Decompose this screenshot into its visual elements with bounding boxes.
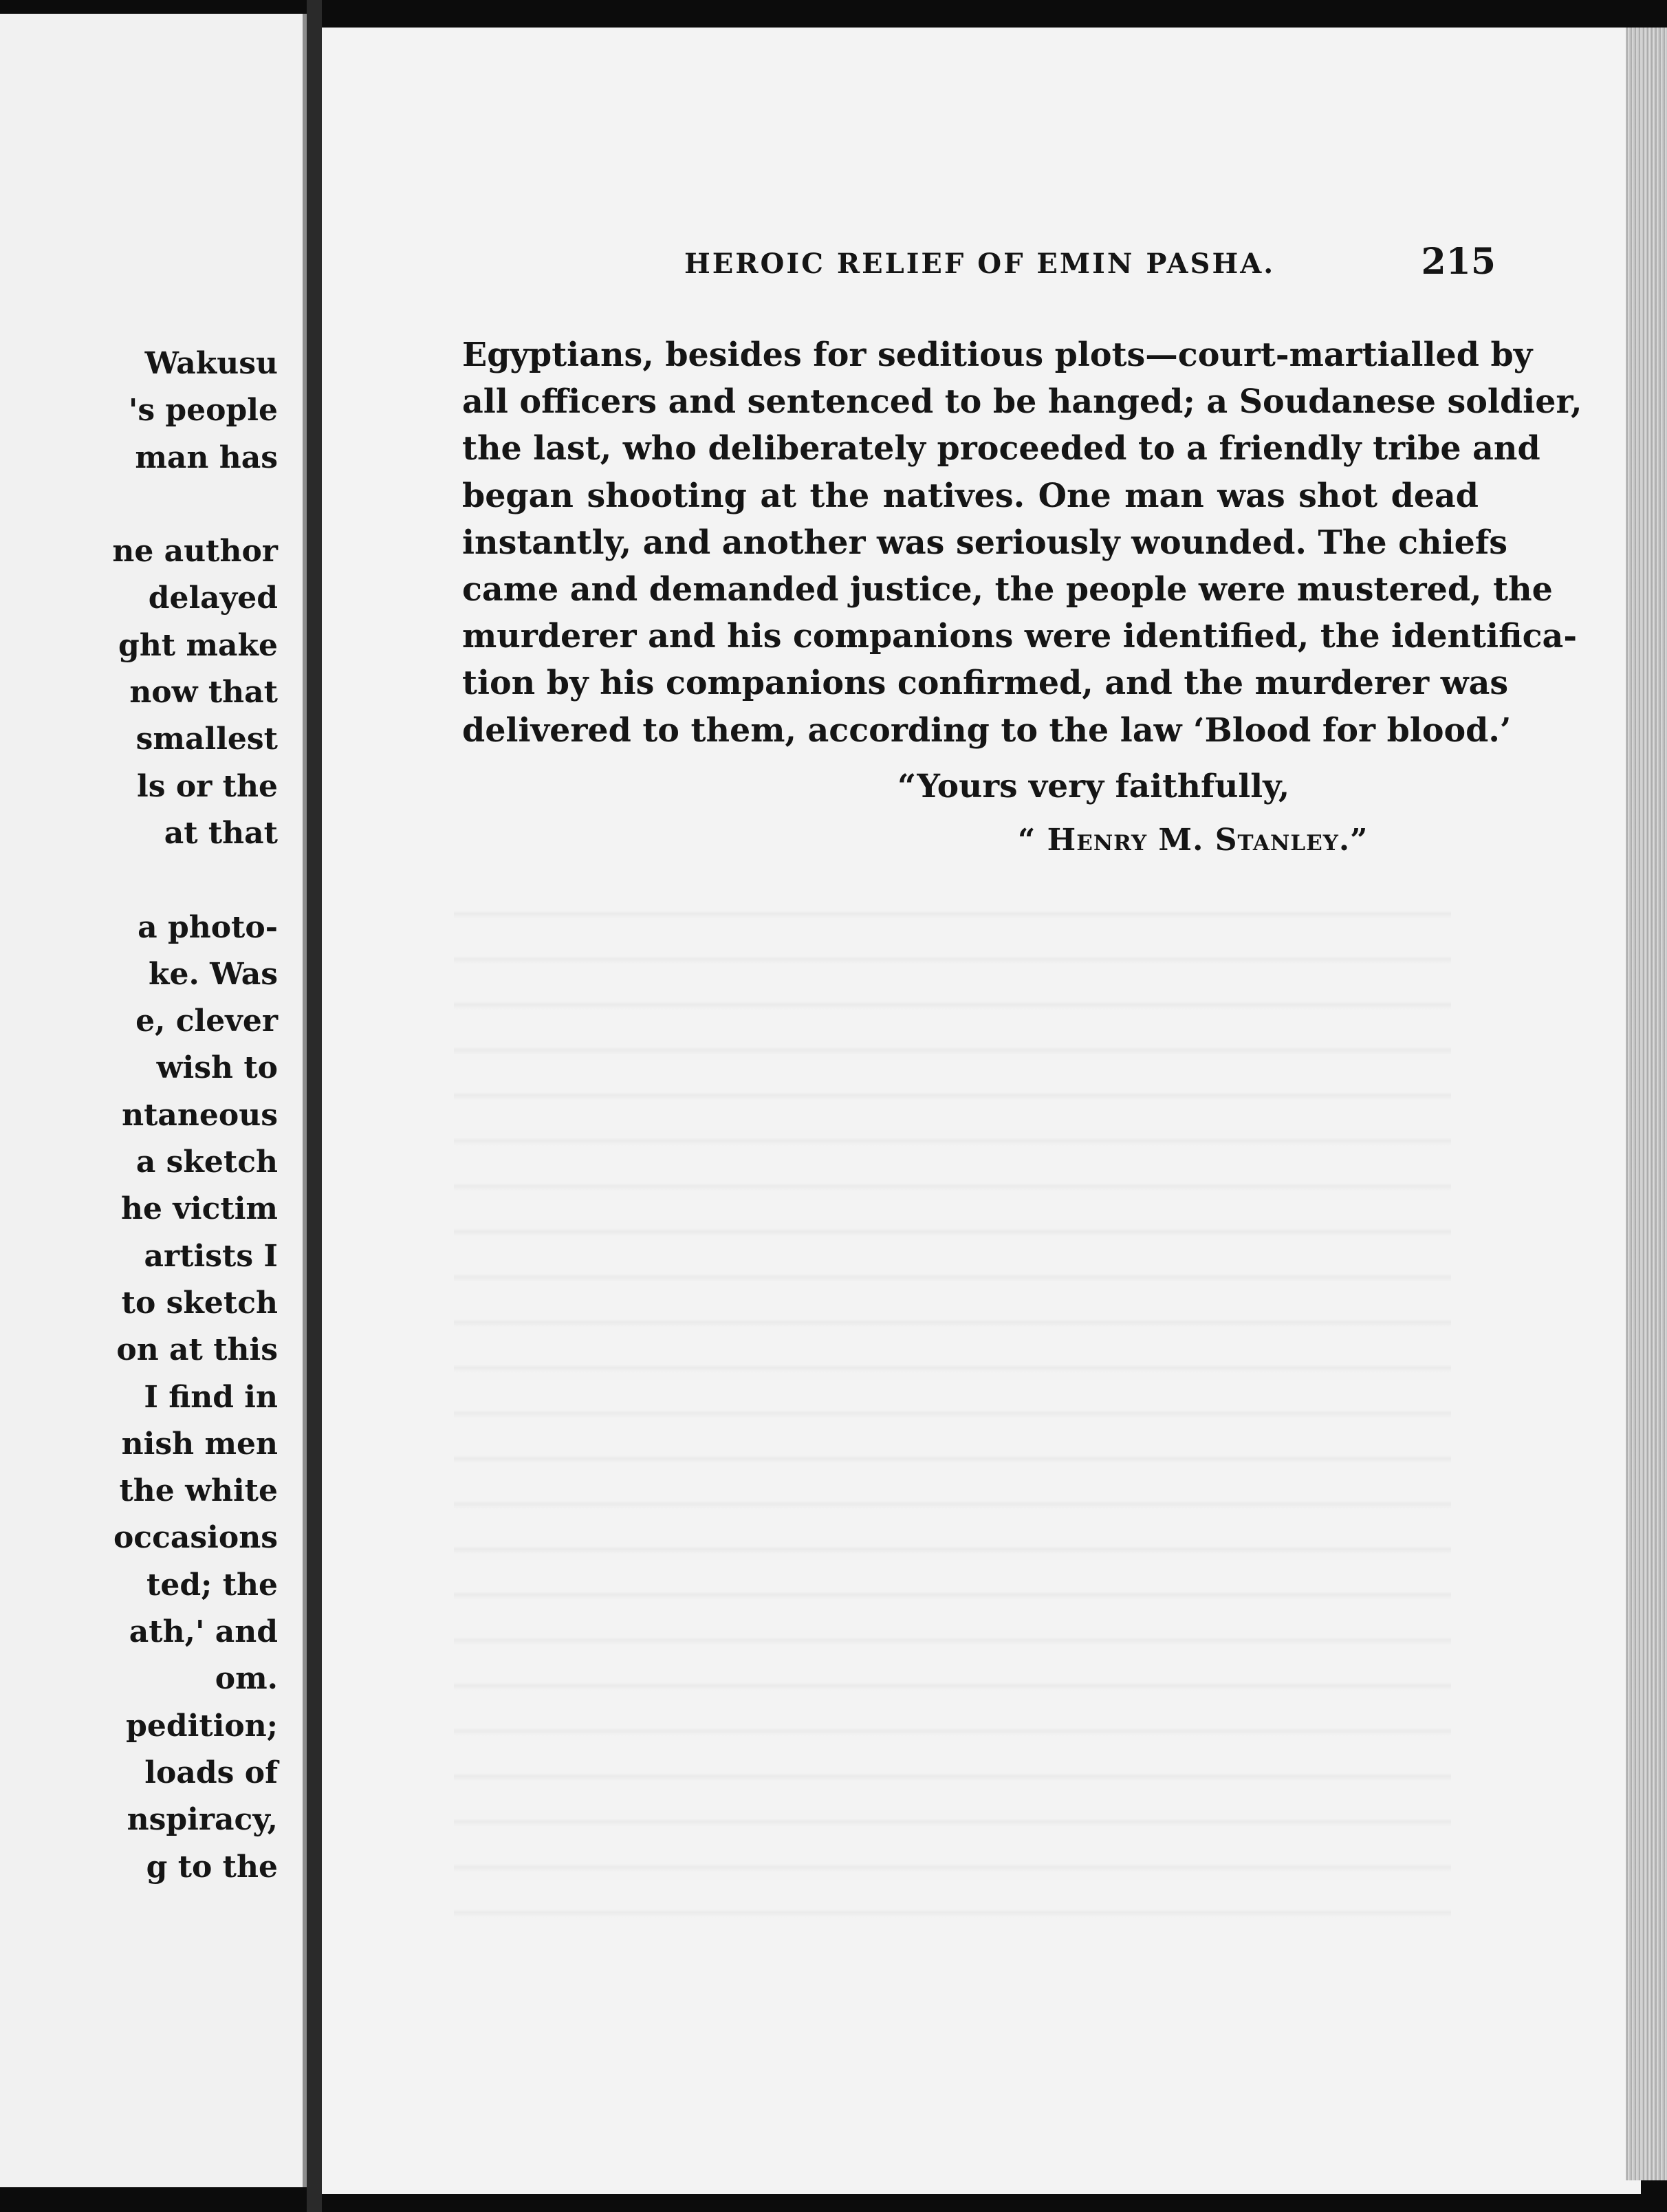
left-page-text <box>112 340 278 1891</box>
left-page-line: occasions <box>113 1520 278 1556</box>
left-page-line: ted; the <box>146 1567 278 1603</box>
left-page-line: a photo- <box>138 909 278 945</box>
left-page-line: man has <box>135 440 278 475</box>
body-line: came and demanded justice, the people were mustered, the <box>462 570 1553 609</box>
left-page-line: nspiracy, <box>127 1802 278 1838</box>
left-page-line: now that <box>129 675 278 711</box>
left-page-line: at that <box>164 815 278 851</box>
left-page-line: I find in <box>144 1379 278 1415</box>
body-line: tion by his companions confirmed, and the murderer was <box>462 664 1509 703</box>
left-page-line: artists I <box>144 1238 278 1274</box>
left-page-line: om. <box>215 1661 278 1697</box>
left-page-line: to sketch <box>121 1285 278 1321</box>
signature-quote: “ <box>1018 823 1036 858</box>
running-head <box>361 241 1496 296</box>
left-page-line: smallest <box>135 722 278 757</box>
left-page-line: ath,' and <box>129 1614 278 1650</box>
body-line: began shooting at the natives. One man was shot dead <box>462 476 1479 515</box>
signature-name: Henry M. Stanley.” <box>1047 823 1369 858</box>
left-page-line: a sketch <box>135 1145 278 1180</box>
left-page-line: ls or the <box>137 768 278 804</box>
body-line: Egyptians, besides for seditious plots—court-martialled by <box>462 336 1533 374</box>
left-page-line: ne author <box>112 534 278 570</box>
left-page-line: g to the <box>146 1849 278 1885</box>
left-page-line: Wakusu <box>144 346 278 381</box>
running-title: HEROIC RELIEF OF EMIN PASHA. <box>684 248 1276 280</box>
left-page-line <box>112 481 278 528</box>
left-page-line: e, clever <box>135 1004 278 1039</box>
left-page-line: on at this <box>116 1332 278 1368</box>
body-line: murderer and his companions were identified, the identifica- <box>462 617 1578 656</box>
letter-closing: “Yours very faithfully, <box>897 768 1290 805</box>
left-page-line: wish to <box>156 1050 278 1086</box>
left-page-line: ght make <box>118 627 278 663</box>
letter-signature <box>1018 823 1369 858</box>
left-page-line: 's people <box>128 393 278 429</box>
left-page-line: ke. Was <box>149 956 278 992</box>
left-page-line: nish men <box>121 1426 278 1462</box>
page-edges <box>1626 28 1667 2180</box>
left-page-line: pedition; <box>126 1708 278 1744</box>
left-page-line: the white <box>119 1473 278 1509</box>
book-gutter <box>307 0 322 2212</box>
page-number: 215 <box>1421 241 1496 283</box>
left-facing-page <box>0 14 307 2187</box>
left-page-line: delayed <box>148 581 278 616</box>
body-line: all officers and sentenced to be hanged; a Soudanese soldier, <box>462 382 1582 422</box>
letter-body <box>462 332 1582 754</box>
left-page-line <box>112 857 278 904</box>
body-line: delivered to them, according to the law ‘Blood for blood.’ <box>462 711 1512 750</box>
body-line: instantly, and another was seriously wounded. The chiefs <box>462 523 1508 562</box>
body-line: the last, who deliberately proceeded to a friendly tribe and <box>462 429 1540 468</box>
left-page-line: he victim <box>121 1191 278 1227</box>
bleed-through <box>454 874 1451 1933</box>
left-page-line: loads of <box>144 1755 278 1790</box>
left-page-line: ntaneous <box>122 1097 278 1133</box>
